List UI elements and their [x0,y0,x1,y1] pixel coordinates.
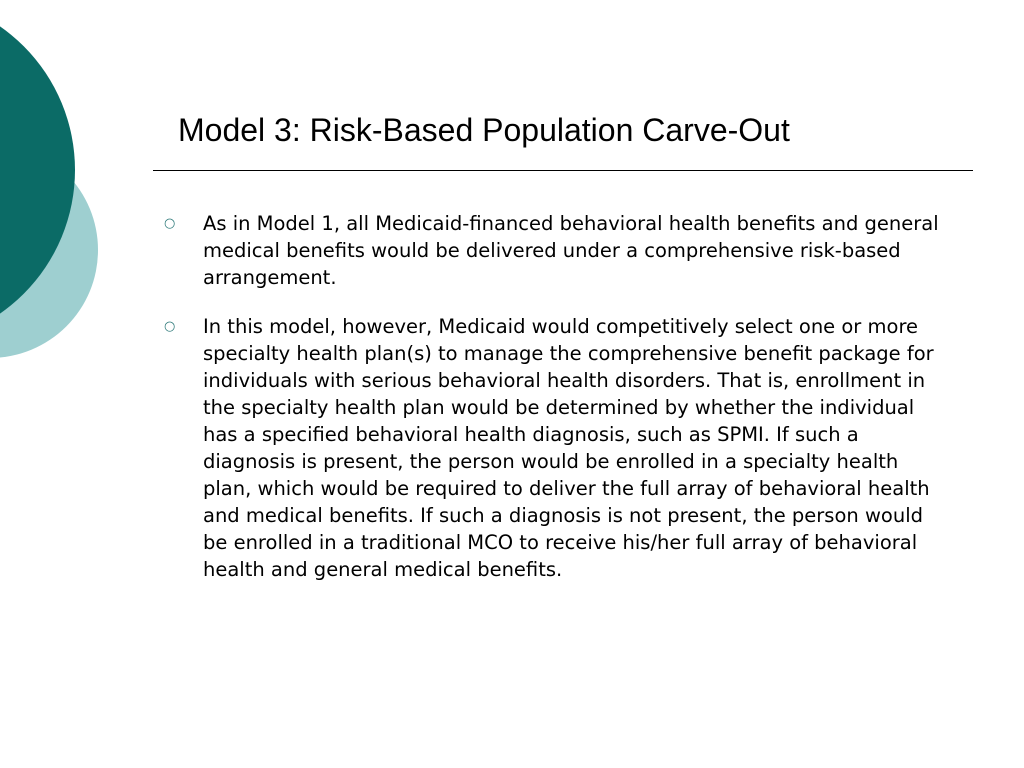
bullet-list [160,210,950,605]
bullet-item [160,210,950,291]
hollow-circle-bullet-icon: ○ [164,319,176,334]
slide-title: Model 3: Risk-Based Population Carve-Out [178,112,790,148]
bullet-text: As in Model 1, all Medicaid-financed behavioral health benefits and general medical benefits would be delivered under a comprehensive risk-based arrangement. [203,212,939,289]
bullet-text: In this model, however, Medicaid would competitively select one or more specialty health plan(s) to manage the comprehensive benefit package for individuals with serious behavioral health disorders. That is, enrollment in the specialty health plan would be determined by whether the individual has a specified behavioral health diagnosis, such as SPMI. If such a diagnosis is present, the person would be enrolled in a specialty health plan, which would be required to deliver the full array of behavioral health and medical benefits. If such a diagnosis is not present, the person would be enrolled in a traditional MCO to receive his/her full array of behavioral health and general medical benefits. [203,315,934,581]
hollow-circle-bullet-icon: ○ [164,216,176,231]
bullet-item [160,313,950,583]
decorative-circles [0,0,110,400]
title-divider [153,170,973,171]
